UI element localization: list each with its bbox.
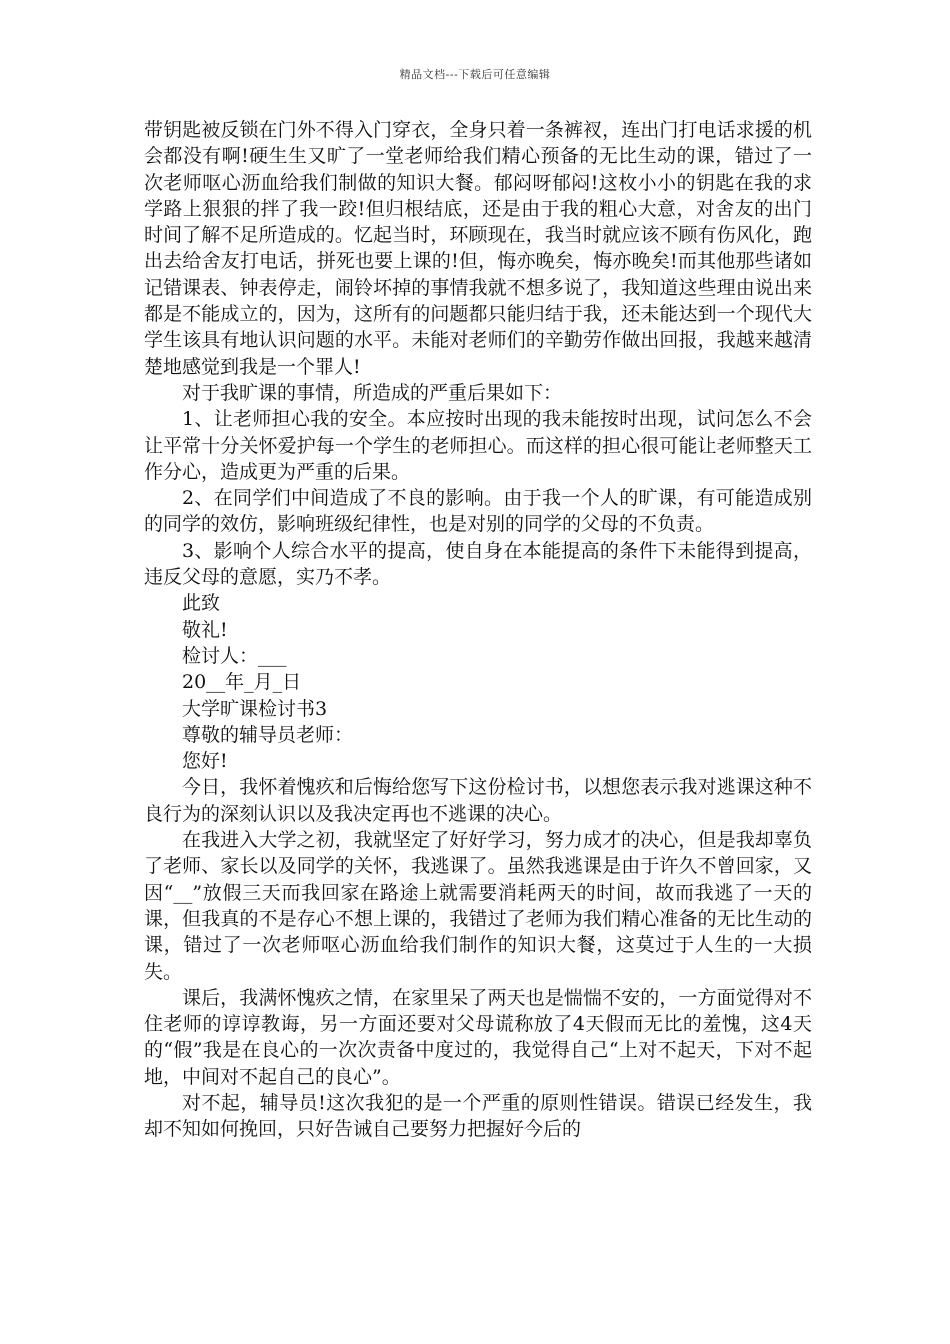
body-paragraph: 对不起，辅导员!这次我犯的是一个严重的原则性错误。错误已经发生，我却不知如何挽回，只好告诫自己要努力把握好今后的 (144, 1091, 812, 1141)
page-header: 精品文档---下载后可任意编辑 (399, 68, 551, 81)
closing-line: 敬礼! (182, 618, 228, 641)
section-title: 大学旷课检讨书3 (182, 697, 328, 720)
body-paragraph: 今日，我怀着愧疚和后悔给您写下这份检讨书，以想您表示我对逃课这种不良行为的深刻认识以及我决定再也不逃课的决心。 (144, 776, 812, 825)
body-paragraph: 课后，我满怀愧疚之情，在家里呆了两天也是惴惴不安的，一方面觉得对不住老师的谆谆教诲，另一方面还要对父母谎称放了4天假而无比的羞愧，这4天的“假”我是在良心的一次次责备中度过的，我觉得自己“上对不起天，下对不起地，中间对不起自己的良心”。 (144, 986, 812, 1088)
closing-line: 此致 (182, 592, 221, 615)
salutation: 尊敬的辅导员老师： (182, 723, 354, 746)
consequence-item: 2、在同学们中间造成了不良的影响。由于我一个人的旷课，有可能造成别的同学的效仿，影响班级纪律性，也是对别的同学的父母的不负责。 (144, 487, 812, 536)
signature-line: 检讨人：___ (182, 644, 287, 667)
document-body (144, 117, 812, 1143)
body-paragraph: 对于我旷课的事情，所造成的严重后果如下： (182, 381, 563, 404)
greeting: 您好! (182, 750, 228, 773)
consequence-item: 1、让老师担心我的安全。本应按时出现的我未能按时出现，试问怎么不会让平常十分关怀爱护每一个学生的老师担心。而这样的担心很可能让老师整天工作分心，造成更为严重的后果。 (144, 408, 812, 483)
body-paragraph: 在我进入大学之初，我就坚定了好好学习，努力成才的决心，但是我却辜负了老师、家长以及同学的关怀，我逃课了。虽然我逃课是由于许久不曾回家，又因“__”放假三天而我回家在路途上就需要消耗两天的时间，故而我逃了一天的课，但我真的不是存心不想上课的，我错过了老师为我们精心准备的无比生动的课，错过了一次老师呕心沥血给我们制作的知识大餐，这莫过于人生的一大损失。 (144, 829, 812, 983)
consequence-item: 3、影响个人综合水平的提高，使自身在本能提高的条件下未能得到提高，违反父母的意愿，实乃不孝。 (144, 539, 812, 589)
body-paragraph: 带钥匙被反锁在门外不得入门穿衣，全身只着一条裤衩，连出门打电话求援的机会都没有啊!硬生生又旷了一堂老师给我们精心预备的无比生动的课，错过了一次老师呕心沥血给我们制做的知识大餐。郁闷呀郁闷!这枚小小的钥匙在我的求学路上狠狠的拌了我一跤!但归根结底，还是由于我的粗心大意，对舍友的出门时间了解不足所造成的。忆起当时，环顾现在，我当时就应该不顾有伤风化，跑出去给舍友打电话，拼死也要上课的!但，悔亦晚矣，悔亦晚矣!而其他那些诸如记错课表、钟表停走，闹铃坏掉的事情我就不想多说了，我知道这些理由说出来都是不能成立的，因为，这所有的问题都只能归结于我，还未能达到一个现代大学生该具有地认识问题的水平。未能对老师们的辛勤劳作做出回报，我越来越清楚地感觉到我是一个罪人! (144, 119, 812, 378)
date-line: 20__年_月_日 (182, 671, 302, 694)
